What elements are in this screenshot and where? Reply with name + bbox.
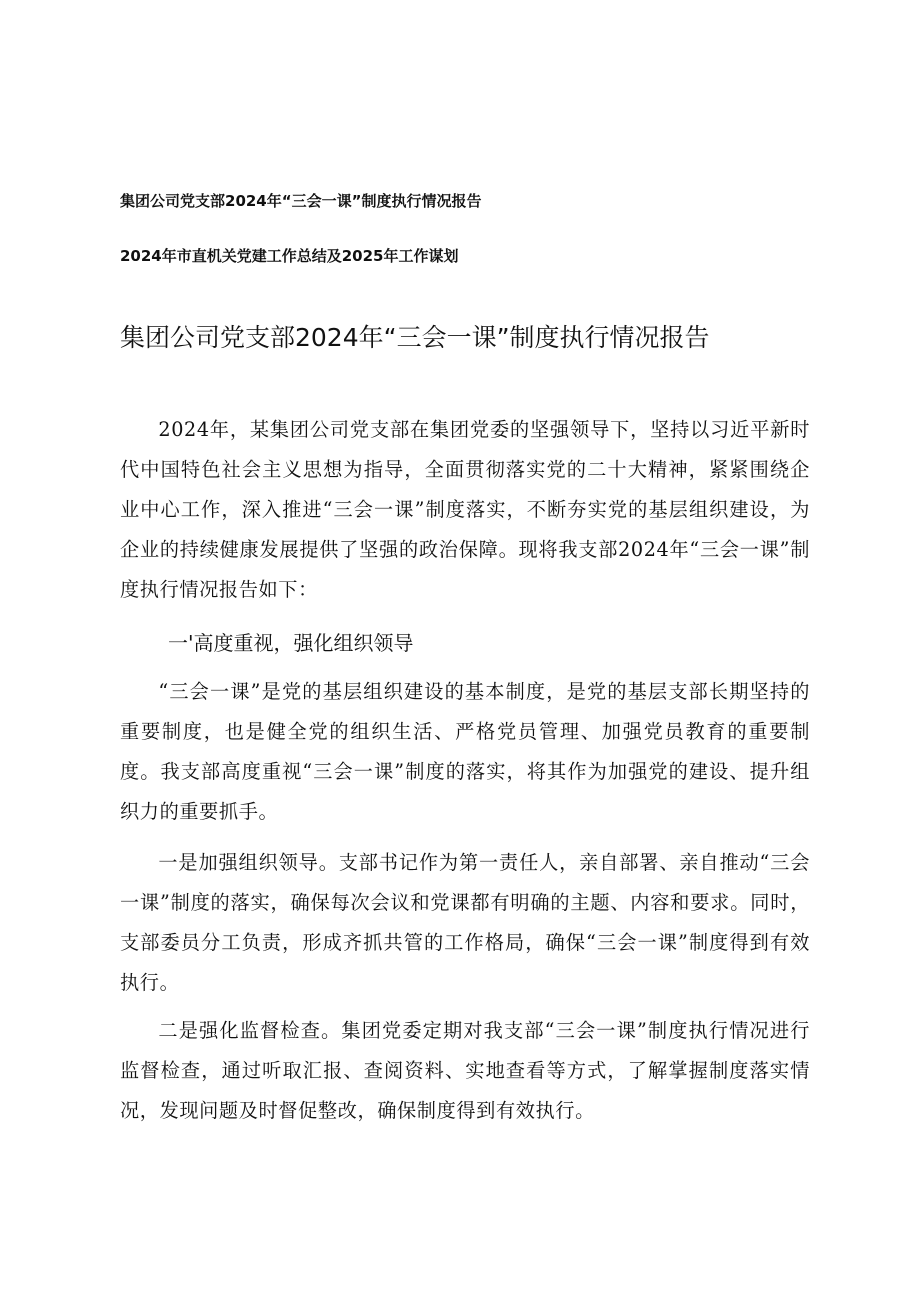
toc-item-2: 2024年市直机关党建工作总结及2025年工作谋划	[120, 247, 459, 265]
section-1-paragraph-2: 一是加强组织领导。支部书记作为第一责任人，亲自部署、亲自推动“三会一课”制度的落实，确保每次会议和党课都有明确的主题、内容和要求。同时，支部委员分工负责，形成齐抓共管的工作格局，确保“三会一课”制度得到有效执行。	[120, 851, 810, 994]
toc-item-1: 集团公司党支部2024年“三会一课”制度执行情况报告	[120, 192, 482, 210]
section-1-paragraph-1: “三会一课”是党的基层组织建设的基本制度，是党的基层支部长期坚持的重要制度，也是健全党的组织生活、严格党员管理、加强党员教育的重要制度。我支部高度重视“三会一课”制度的落实，将其作为加强党的建设、提升组织力的重要抓手。	[120, 680, 810, 823]
section-1-paragraph-3: 二是强化监督检查。集团党委定期对我支部“三会一课”制度执行情况进行监督检查，通过听取汇报、查阅资料、实地查看等方式，了解掌握制度落实情况，发现问题及时督促整改，确保制度得到有效执行。	[120, 1019, 810, 1122]
section-heading-1: 一'高度重视，强化组织领导	[168, 631, 414, 655]
intro-paragraph: 2024年，某集团公司党支部在集团党委的坚强领导下，坚持以习近平新时代中国特色社会主义思想为指导，全面贯彻落实党的二十大精神，紧紧围绕企业中心工作，深入推进“三会一课”制度落实，不断夯实党的基层组织建设，为企业的持续健康发展提供了坚强的政治保障。现将我支部2024年“三会一课”制度执行情况报告如下：	[120, 418, 810, 601]
document-title: 集团公司党支部2024年“三会一课”制度执行情况报告	[120, 323, 710, 352]
